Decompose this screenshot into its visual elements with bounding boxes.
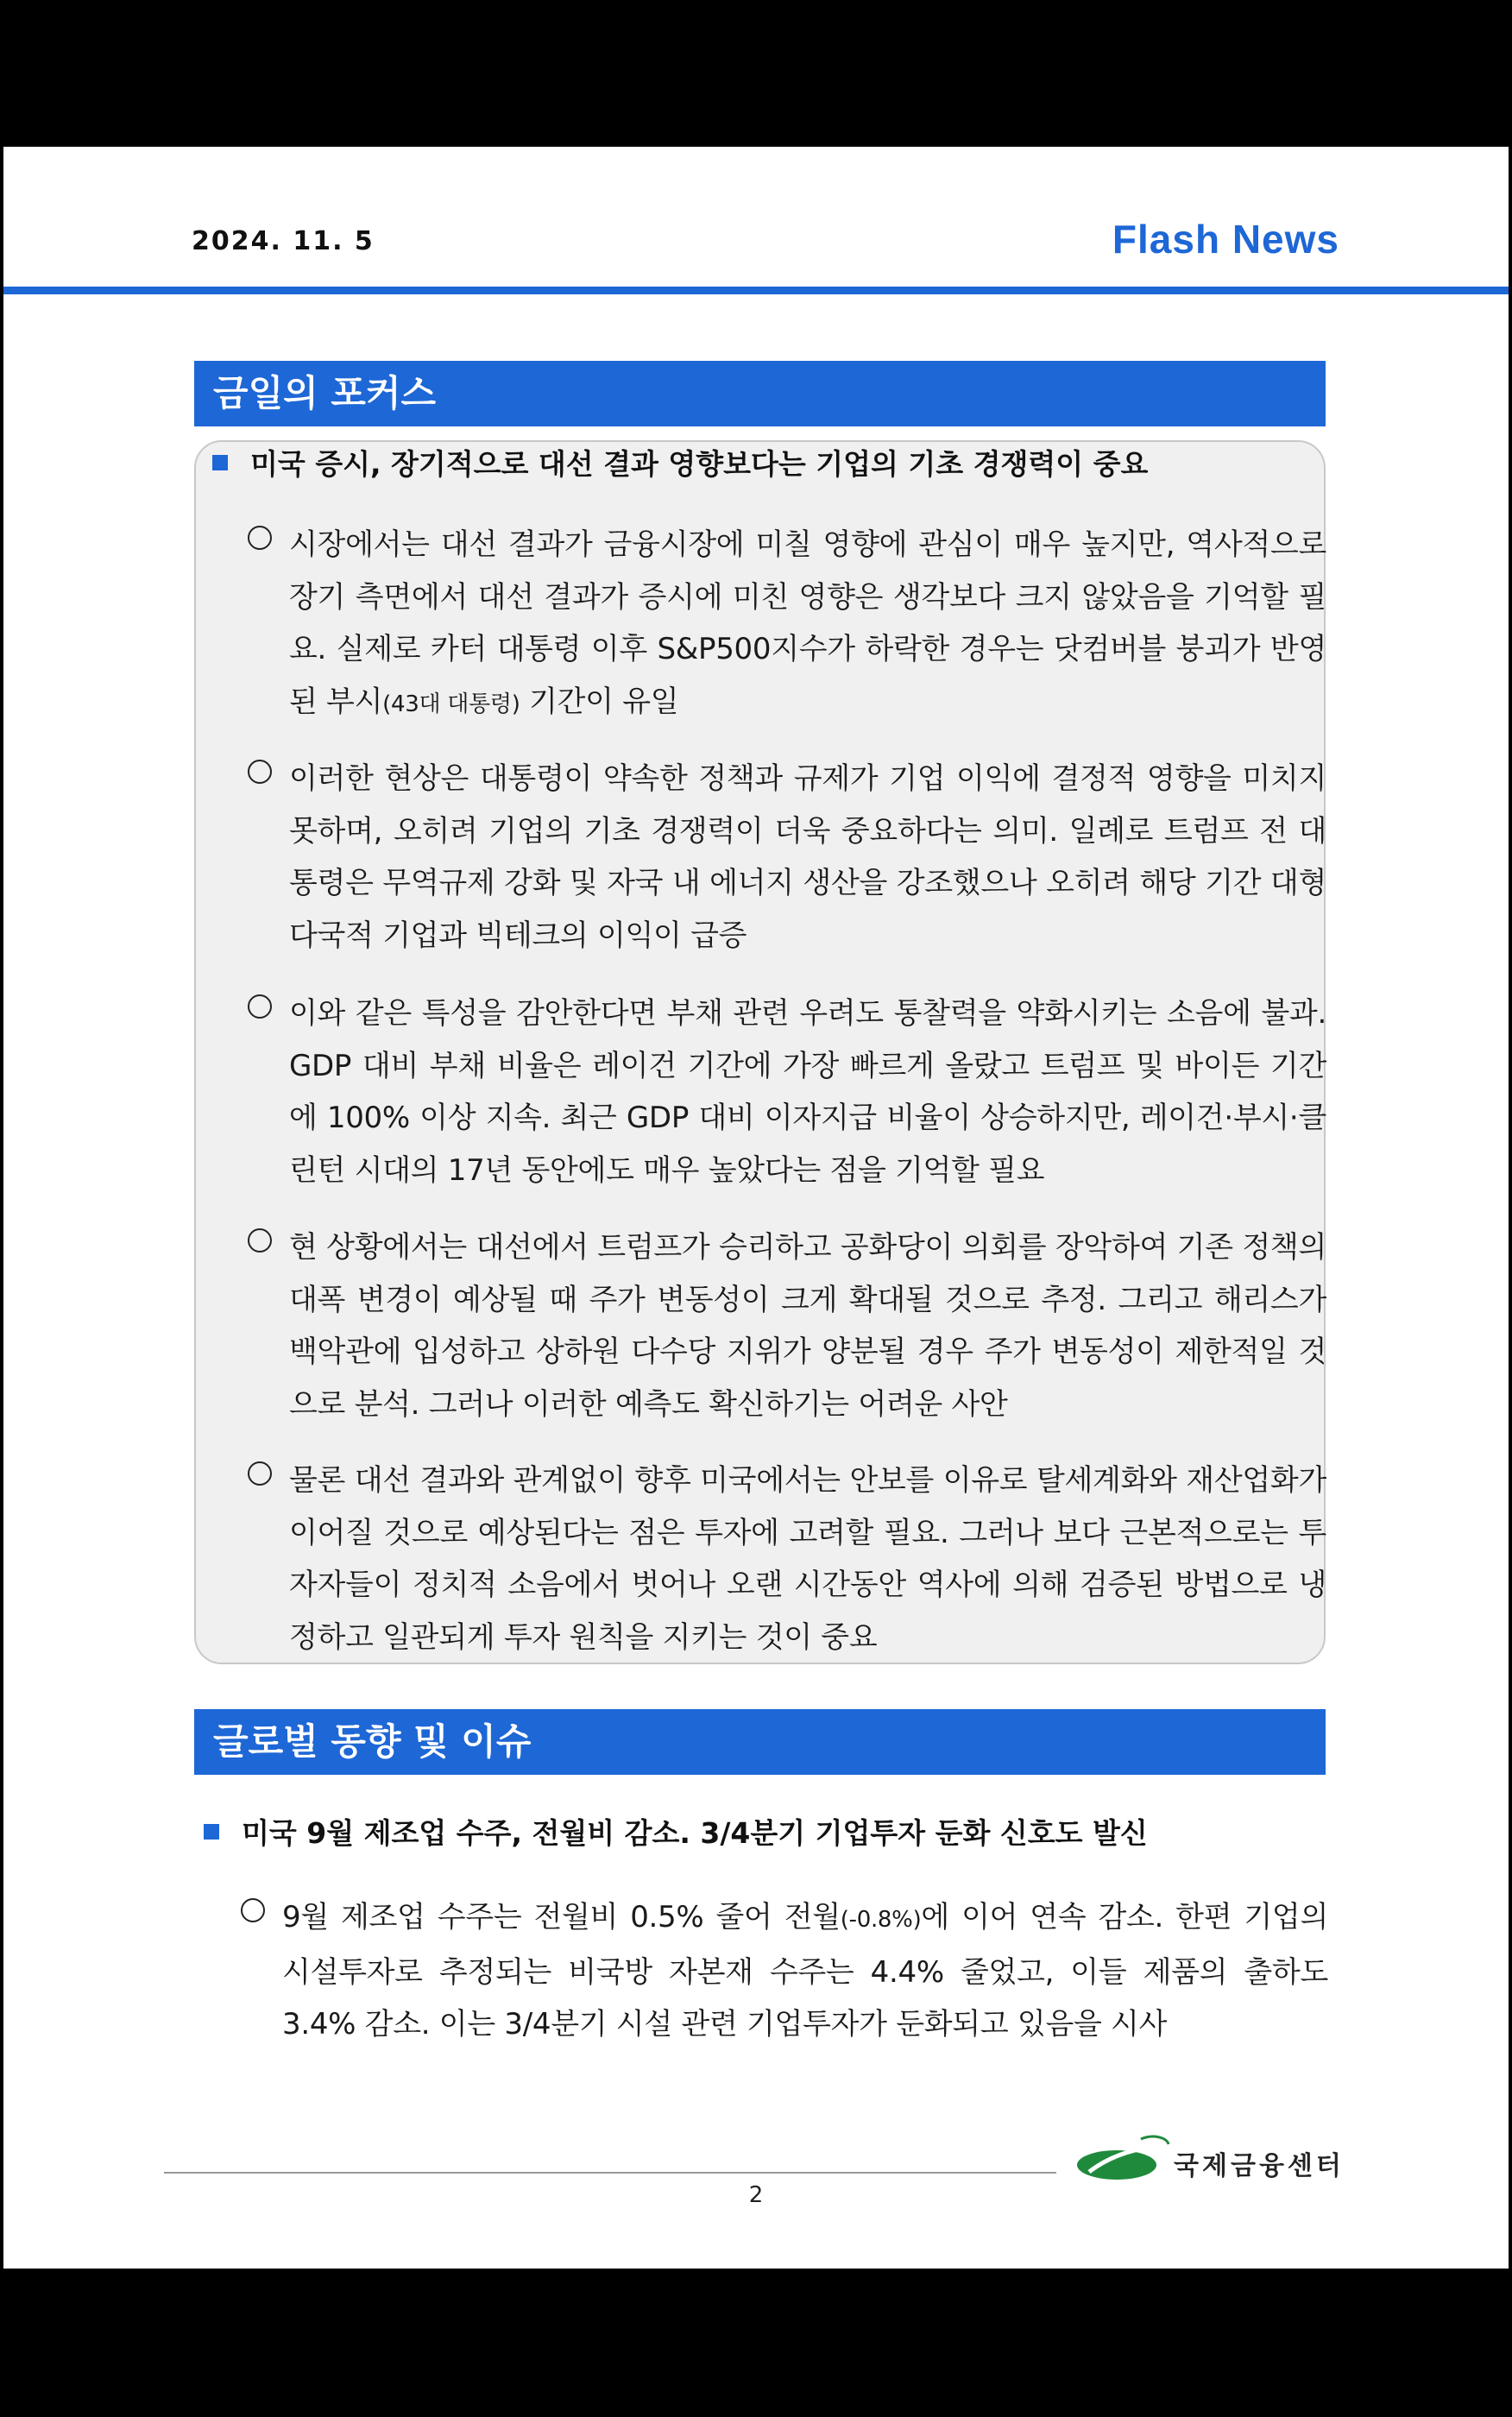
focus-headline-text: 미국 증시, 장기적으로 대선 결과 영향보다는 기업의 기초 경쟁력이 중요	[250, 447, 1149, 481]
document-page	[3, 147, 1509, 2269]
focus-item-2-text: 이러한 현상은 대통령이 약속한 정책과 규제가 기업 이익에 결정적 영향을 미치지 못하며, 오히려 기업의 기초 경쟁력이 더욱 중요하다는 의미. 일례로 트럼프 전 대통령은 무역규제 강화 및 자국 내 에너지 생산을 강조했으나 오히려 해당 기간 대형 다국적 기업과 빅테크의 이익이 급증	[289, 761, 1326, 953]
focus-item-4	[248, 1221, 1326, 1430]
global-item-1	[241, 1891, 1328, 2051]
focus-item-3-text: 이와 같은 특성을 감안한다면 부채 관련 우려도 통찰력을 약화시키는 소음에 불과. GDP 대비 부채 비율은 레이건 기간에 가장 빠르게 올랐고 트럼프 및 바이든 기간에 100% 이상 지속. 최근 GDP 대비 이자지급 비율이 상승하지만, 레이건·부시·클린턴 시대의 17년 동안에도 매우 높았다는 점을 기억할 필요	[289, 996, 1326, 1188]
circle-bullet-icon	[248, 994, 272, 1019]
section-title-global: 글로벌 동향 및 이슈	[194, 1709, 1326, 1775]
focus-item-2	[248, 753, 1326, 962]
global-item-1-note: (-0.8%)	[840, 1907, 922, 1933]
focus-item-3	[248, 988, 1326, 1196]
focus-item-1-text-end: 기간이 유일	[520, 684, 679, 719]
footer-rule	[164, 2172, 1056, 2174]
focus-item-5-text: 물론 대선 결과와 관계없이 향후 미국에서는 안보를 이유로 탈세계화와 재산업화가 이어질 것으로 예상된다는 점은 투자에 고려할 필요. 그러나 보다 근본적으로는 투자자들이 정치적 소음에서 벗어나 오랜 시간동안 역사에 의해 검증된 방법으로 냉정하고 일관되게 투자 원칙을 지키는 것이 중요	[289, 1463, 1326, 1655]
focus-item-5	[248, 1455, 1326, 1663]
focus-item-1-note: (43대 대통령)	[382, 691, 520, 717]
square-bullet-icon	[204, 1824, 219, 1840]
focus-item-1	[248, 519, 1326, 730]
square-bullet-icon	[212, 455, 228, 470]
section-title-focus: 금일의 포커스	[194, 361, 1326, 426]
circle-bullet-icon	[248, 1228, 272, 1253]
global-item-1-text-end: 에 이어 연속 감소. 한편 기업의 시설투자로 추정되는 비국방 자본재 수주는 4.4% 줄었고, 이들 제품의 출하도 3.4% 감소. 이는 3/4분기 시설 관련 기업투자가 둔화되고 있음을 시사	[282, 1900, 1329, 2042]
global-item-1-text: 9월 제조업 수주는 전월비 0.5% 줄어 전월	[282, 1900, 841, 1934]
global-headline-text: 미국 9월 제조업 수주, 전월비 감소. 3/4분기 기업투자 둔화 신호도 발신	[242, 1816, 1148, 1850]
focus-item-4-text: 현 상황에서는 대선에서 트럼프가 승리하고 공화당이 의회를 장악하여 기존 정책의 대폭 변경이 예상될 때 주가 변동성이 크게 확대될 것으로 추정. 그리고 해리스가 백악관에 입성하고 상하원 다수당 지위가 양분될 경우 주가 변동성이 제한적일 것으로 분석. 그러나 이러한 예측도 확신하기는 어려운 사안	[289, 1230, 1326, 1422]
circle-bullet-icon	[248, 1461, 272, 1486]
publication-date: 2024. 11. 5	[192, 226, 375, 256]
circle-bullet-icon	[248, 526, 272, 550]
global-headline	[204, 1814, 1148, 1852]
brand-title: Flash News	[1112, 217, 1339, 262]
circle-bullet-icon	[248, 760, 272, 784]
focus-headline	[212, 445, 1148, 483]
page-number: 2	[748, 2182, 764, 2208]
org-logo-icon	[1077, 2134, 1172, 2186]
org-name: 국제금융센터	[1174, 2151, 1345, 2181]
circle-bullet-icon	[241, 1898, 265, 1922]
focus-item-1-text: 시장에서는 대선 결과가 금융시장에 미칠 영향에 관심이 매우 높지만, 역사적으로 장기 측면에서 대선 결과가 증시에 미친 영향은 생각보다 크지 않았음을 기억할 필요. 실제로 카터 대통령 이후 S&P500지수가 하락한 경우는 닷컴버블 붕괴가 반영된 부시	[289, 527, 1326, 719]
header-rule	[3, 287, 1509, 294]
